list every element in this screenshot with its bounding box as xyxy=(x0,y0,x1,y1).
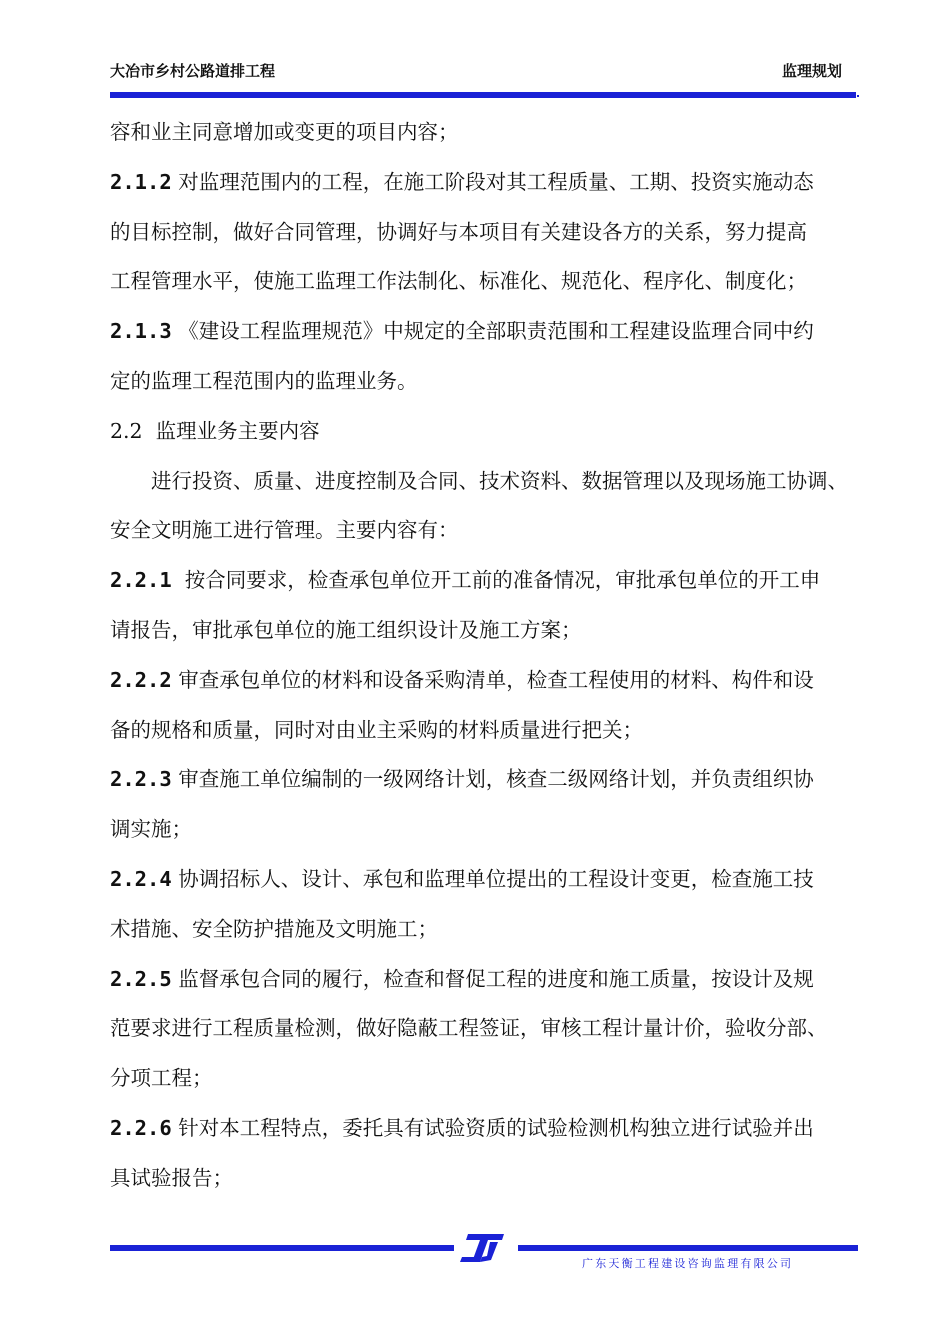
body-text: 监督承包合同的履行，检查和督促工程的进度和施工质量，按设计及规 xyxy=(171,966,814,991)
clause-number: 2.2.1 xyxy=(110,568,172,593)
body-text: 对监理范围内的工程，在施工阶段对其工程质量、工期、投资实施动态 xyxy=(171,169,814,194)
body-line xyxy=(110,706,870,756)
body-line xyxy=(110,506,870,556)
body-text: 请报告，审批承包单位的施工组织设计及施工方案； xyxy=(110,617,582,642)
body-line xyxy=(110,108,870,158)
body-line xyxy=(110,357,870,407)
body-text: 工程管理水平，使施工监理工作法制化、标准化、规范化、程序化、制度化； xyxy=(110,269,807,294)
body-line xyxy=(110,955,870,1005)
document-type: 监理规划 xyxy=(781,62,842,80)
body-text: 备的规格和质量，同时对由业主采购的材料质量进行把关； xyxy=(110,717,643,742)
clause-number: 2.2.2 xyxy=(110,667,172,692)
clause-number: 2.2.6 xyxy=(110,1115,172,1140)
clause-number: 2.2.3 xyxy=(110,767,172,792)
body-line xyxy=(110,606,870,656)
body-line xyxy=(110,1004,870,1054)
body-line xyxy=(110,556,870,606)
body-line xyxy=(110,656,870,706)
body-line xyxy=(110,1154,870,1204)
body-text: 调实施； xyxy=(110,817,192,842)
header-divider xyxy=(110,92,856,98)
body-line xyxy=(110,755,870,805)
body-text: 容和业主同意增加或变更的项目内容； xyxy=(110,120,459,144)
footer-divider-left xyxy=(110,1245,454,1251)
document-body xyxy=(110,108,870,1204)
body-text: 分项工程； xyxy=(110,1066,213,1091)
body-text: 审查施工单位编制的一级网络计划，核查二级网络计划，并负责组织协 xyxy=(171,767,814,792)
body-line xyxy=(110,257,870,307)
body-line xyxy=(110,307,870,357)
body-text: 审查承包单位的材料和设备采购清单，检查工程使用的材料、构件和设 xyxy=(171,667,814,692)
body-text: 的目标控制，做好合同管理，协调好与本项目有关建设各方的关系，努力提高 xyxy=(110,219,807,244)
body-line xyxy=(110,1054,870,1104)
company-name: 广东天衡工程建设咨询监理有限公司 xyxy=(582,1257,794,1270)
body-text: 具试验报告； xyxy=(110,1165,233,1190)
clause-number: 2.2.5 xyxy=(110,966,172,991)
clause-number: 2.1.2 xyxy=(110,169,172,194)
tj-company-logo-icon xyxy=(458,1232,514,1264)
body-line xyxy=(110,407,870,457)
footer-divider-right xyxy=(518,1245,858,1251)
clause-number: 2.2.4 xyxy=(110,866,172,891)
clause-number: 2.1.3 xyxy=(110,319,172,344)
body-line xyxy=(110,805,870,855)
body-text: 定的监理工程范围内的监理业务。 xyxy=(110,368,418,393)
body-text: 2.2 监理业务主要内容 xyxy=(110,418,320,443)
body-text: 按合同要求，检查承包单位开工前的准备情况，审批承包单位的开工申 xyxy=(171,568,821,593)
body-line xyxy=(110,457,870,507)
body-text: 术措施、安全防护措施及文明施工； xyxy=(110,916,438,941)
project-title: 大冶市乡村公路道排工程 xyxy=(110,62,276,80)
body-text: 针对本工程特点，委托具有试验资质的试验检测机构独立进行试验并出 xyxy=(171,1115,814,1140)
body-text: 范要求进行工程质量检测，做好隐蔽工程签证，审核工程计量计价，验收分部、 xyxy=(110,1016,828,1041)
page-header xyxy=(110,60,856,84)
body-line xyxy=(110,1104,870,1154)
body-line xyxy=(110,905,870,955)
header-divider-tick xyxy=(857,95,859,97)
body-line xyxy=(110,208,870,258)
body-line xyxy=(110,158,870,208)
body-text: 《建设工程监理规范》中规定的全部职责范围和工程建设监理合同中约 xyxy=(171,319,814,344)
body-text: 协调招标人、设计、承包和监理单位提出的工程设计变更，检查施工技 xyxy=(171,866,814,891)
body-line xyxy=(110,855,870,905)
body-text: 安全文明施工进行管理。主要内容有： xyxy=(110,518,459,543)
body-text: 进行投资、质量、进度控制及合同、技术资料、数据管理以及现场施工协调、 xyxy=(151,468,848,493)
